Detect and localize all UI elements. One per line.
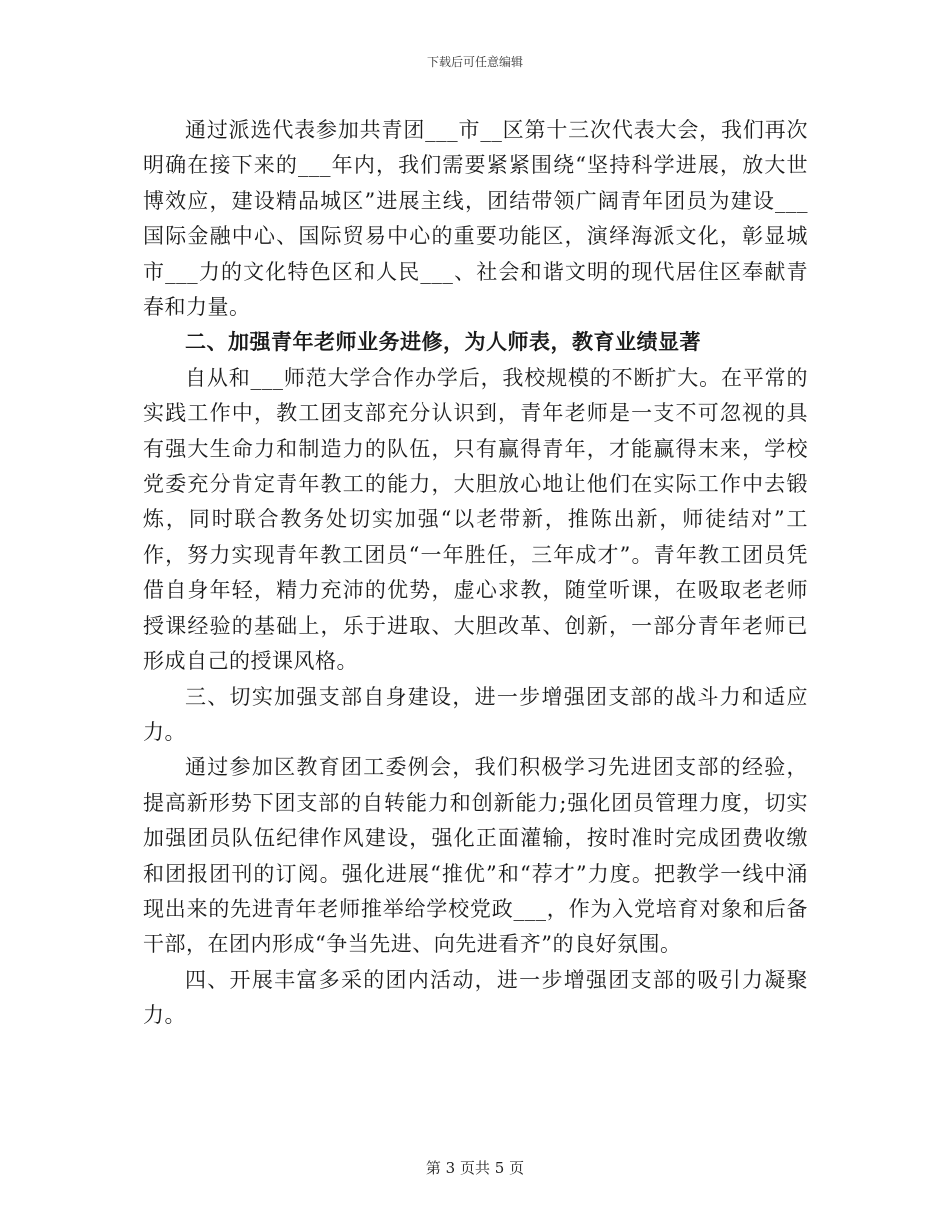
section-heading-2: 二、加强青年老师业务进修，为人师表，教育业绩显著 xyxy=(185,330,701,355)
page-header: 下载后可任意编辑 xyxy=(426,55,523,69)
page-number: 第 3 页共 5 页 xyxy=(425,1159,525,1177)
section-heading-3: 三、切实加强支部自身建设，进一步增强团支部的战斗力和适应力。 xyxy=(143,684,808,744)
section-heading-4: 四、开展丰富多采的团内活动，进一步增强团支部的吸引力凝聚力。 xyxy=(143,967,808,1028)
paragraph-teacher-training: 自从和___师范大学合作办学后，我校规模的不断扩大。在平常的实践工作中，教工团支部充分认识到，青年老师是一支不可忽视的具有强大生命力和制造力的队伍，只有赢得青年，才能赢得末来，学校党委充分肯定青年教工的能力，大胆放心地让他们在实际工作中去锻炼，同时联合教务处切实加强“以老带新，推陈出新，师徒结对”工作，努力实现青年教工团员“一年胜任，三年成才”。青年教工团员凭借自身年轻，精力充沛的优势，虚心求教，随堂听课，在吸取老老师授课经验的基础上，乐于进取、大胆改革、创新，一部分青年老师已形成自己的授课风格。 xyxy=(143,365,808,674)
document-body xyxy=(143,113,808,1034)
paragraph-congress: 通过派选代表参加共青团___市__区第十三次代表大会，我们再次明确在接下来的___年内，我们需要紧紧围绕“坚持科学进展，放大世博效应，建设精品城区”进展主线，团结带领广阔青年团员为建设___国际金融中心、国际贸易中心的重要功能区，演绎海派文化，彰显城市___力的文化特色区和人民___、社会和谐文明的现代居住区奉献青春和力量。 xyxy=(143,118,808,320)
paragraph-branch-building: 通过参加区教育团工委例会，我们积极学习先进团支部的经验，提高新形势下团支部的自转能力和创新能力;强化团员管理力度，切实加强团员队伍纪律作风建设，强化正面灌输，按时准时完成团费收缴和团报团刊的订阅。强化进展“推优”和“荐才”力度。把教学一线中涌现出来的先进青年老师推举给学校党政___，作为入党培育对象和后备干部，在团内形成“争当先进、向先进看齐”的良好氛围。 xyxy=(143,755,808,957)
